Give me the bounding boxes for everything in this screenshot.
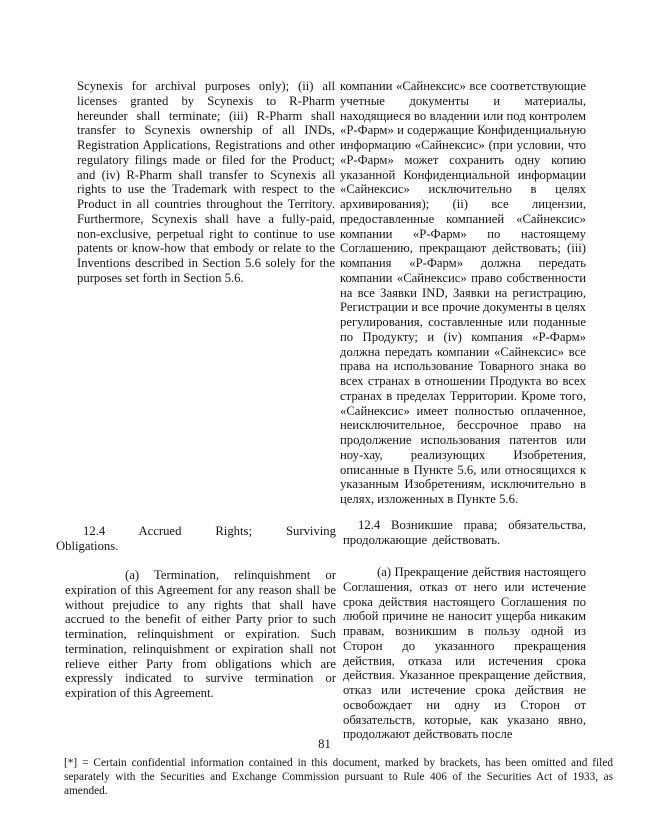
russian-section-12-4-heading: 12.4 Возникшие права; обязательства, продолжающие действовать. <box>343 518 586 547</box>
sec-confidentiality-footnote: [*] = Certain confidential information contained in this document, marked by brackets, has been omitted and filed separately with the Securities and Exchange Commission pursuant to Rule 406 of the Securities Act of 1933, as amended. <box>64 757 613 798</box>
english-section-12-4-heading: 12.4 Accrued Rights; Surviving Obligations. <box>56 524 336 553</box>
english-termination-effects-paragraph: Scynexis for archival purposes only); (ii) all licenses granted by Scynexis to R-Pharm hereunder shall terminate; (iii) R-Pharm shall transfer to Scynexis ownership of all INDs, Registration Applications, Registrations and other regulatory filings made or filed for the Product; and (iv) R-Pharm shall transfer to Scynexis all rights to use the Trademark with respect to the Product in all countries throughout the Territory. Furthermore, Scynexis shall have a fully-paid, non-exclusive, perpetual right to continue to use patents or know-how that embody or relate to the Inventions described in Section 5.6 solely for the purposes set forth in Section 5.6. <box>77 79 335 285</box>
russian-section-12-4a-paragraph: (a) Прекращение действия настоящего Соглашения, отказ от него или истечение срока действия настоящего Соглашения по любой причине не наносит ущерба никаким правам, возникшим в пользу одной из Сторон до указанного прекращения действия, отказа или истечения срока действия. Указанное прекращение действия, отказ или истечение срока действия не освобождает ни одну из Сторон от обязательств, которые, как указано явно, продолжают действовать после <box>343 565 586 742</box>
russian-termination-effects-paragraph: компании «Сайнексис» все соответствующие учетные документы и материалы, находящиеся во владении или под контролем «Р-Фарм» и содержащие Конфиденциальную информацию «Сайнексис» (при условии, что «Р-Фарм» может сохранить одну копию указанной Конфиденциальной информации «Сайнексис» исключительно в целях архивирования); (ii) все лицензии, предоставленные компанией «Сайнексис» компании «Р-Фарм» по настоящему Соглашению, прекращают действовать; (iii) компания «Р-Фарм» должна передать компании «Сайнексис» право собственности на все Заявки IND, Заявки на регистрацию, Регистрации и все прочие документы в целях регулирования, составленные или поданные по Продукту; и (iv) компания «Р-Фарм» должна передать компании «Сайнексис» все права на использование Товарного знака во всех странах в отношении Продукта во всех странах в пределах Территории. Кроме того, «Сайнексис» имеет полностью оплаченное, неисключительное, бессрочное право на продолжение использования патентов или ноу-хау, реализующих Изобретения, описанные в Пункте 5.6, или относящихся к указанным Изобретениям, исключительно в целях, изложенных в Пункте 5.6. <box>340 79 586 506</box>
page-number: 81 <box>318 737 331 751</box>
english-section-12-4a-paragraph: (a) Termination, relinquishment or expiration of this Agreement for any reason shall be without prejudice to any rights that shall have accrued to the benefit of either Party prior to such termination, relinquishment or expiration. Such termination, relinquishment or expiration shall not relieve either Party from obligations which are expressly indicated to survive termination or expiration of this Agreement. <box>65 568 336 700</box>
